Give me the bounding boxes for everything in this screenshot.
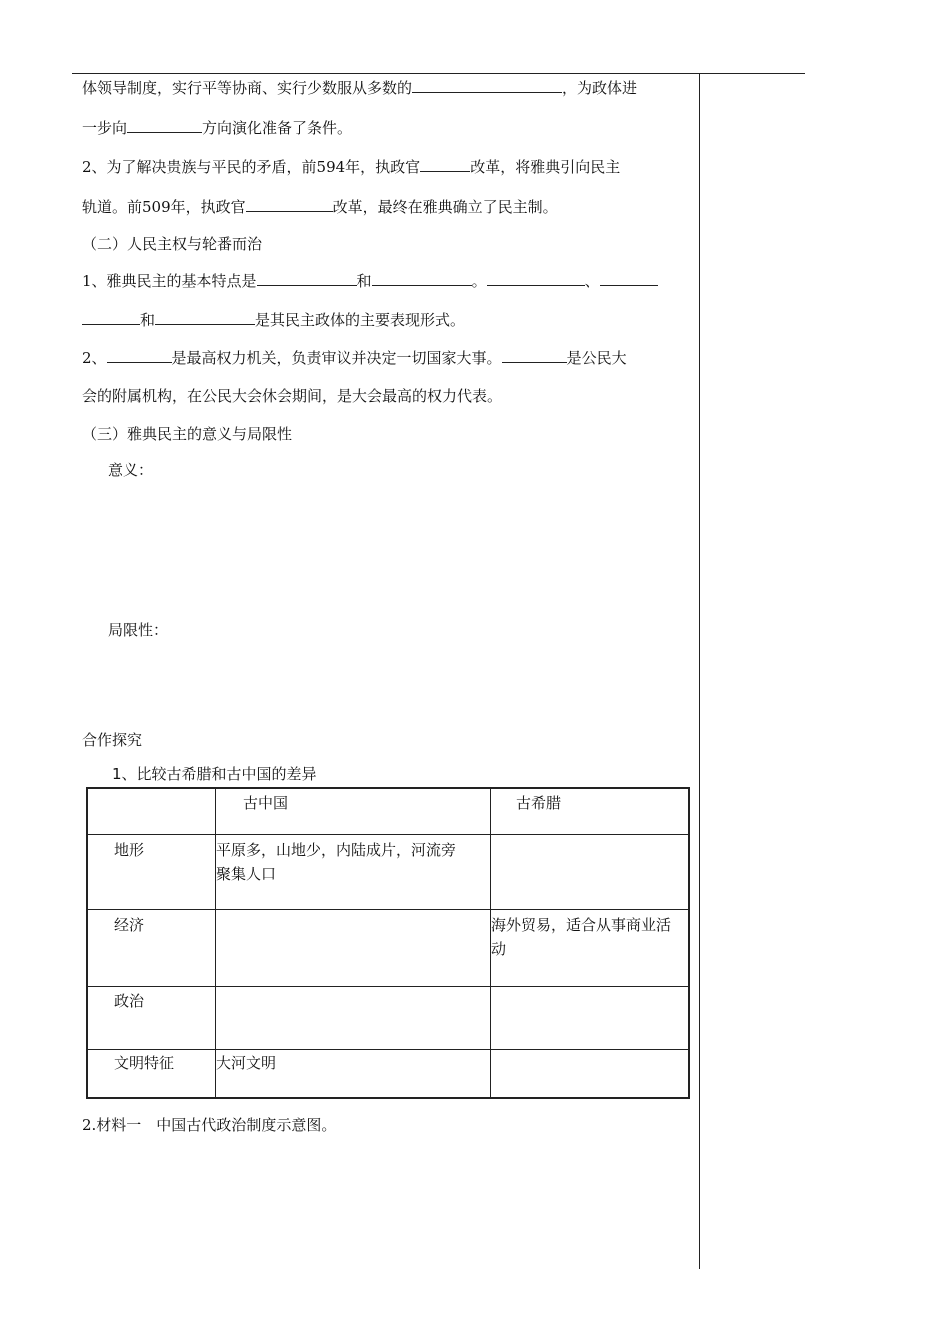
margin-rule	[699, 73, 700, 1269]
text: ，为政体进	[562, 79, 638, 97]
row-divider	[88, 1049, 688, 1050]
answer-blank[interactable]	[155, 310, 255, 325]
para2-line2	[82, 197, 694, 217]
header-china: 古中国	[243, 794, 289, 812]
para1-line1	[82, 78, 694, 98]
china-terrain-line2: 聚集人口	[216, 865, 277, 883]
answer-blank[interactable]	[487, 271, 585, 286]
compare-title: 1、比较古希腊和古中国的差异	[112, 765, 317, 783]
q2-line2: 会的附属机构，在公民大会休会期间，是大会最高的权力代表。	[82, 387, 503, 405]
greece-economy-line2: 动	[491, 940, 507, 958]
answer-blank[interactable]	[502, 348, 567, 363]
row-label-economy: 经济	[114, 916, 145, 934]
column-divider	[215, 789, 216, 1097]
limitation-label: 局限性：	[108, 621, 169, 639]
text: 是公民大	[566, 349, 627, 367]
text: 1、雅典民主的基本特点是	[82, 272, 257, 290]
answer-blank[interactable]	[412, 78, 562, 93]
answer-blank[interactable]	[107, 348, 172, 363]
para2-line1	[82, 157, 694, 177]
text: 2、为了解决贵族与平民的矛盾，前594年，执政官	[82, 158, 421, 176]
q2-line1	[82, 348, 694, 368]
answer-blank[interactable]	[600, 271, 658, 286]
text: 2、	[82, 349, 107, 367]
row-label-civilization: 文明特征	[114, 1054, 175, 1072]
text: 是其民主政体的主要表现形式。	[255, 311, 466, 329]
row-label-terrain: 地形	[114, 841, 145, 859]
text: 方向演化准备了条件。	[202, 119, 353, 137]
china-civilization: 大河文明	[216, 1054, 277, 1072]
greece-economy-line1: 海外贸易，适合从事商业活	[491, 916, 672, 934]
answer-blank[interactable]	[420, 157, 470, 172]
text: 一步向	[82, 119, 128, 137]
section3-heading: （三）雅典民主的意义与局限性	[82, 425, 293, 443]
header-rule	[72, 73, 805, 74]
answer-blank[interactable]	[127, 118, 202, 133]
row-label-politics: 政治	[114, 992, 145, 1010]
row-divider	[88, 909, 688, 910]
comparison-table	[86, 787, 690, 1099]
answer-blank[interactable]	[82, 310, 140, 325]
cooperation-heading: 合作探究	[82, 731, 143, 749]
row-divider	[88, 986, 688, 987]
text: 改革，将雅典引向民主	[470, 158, 621, 176]
text: 和	[356, 272, 372, 290]
text: 体领导制度，实行平等协商、实行少数服从多数的	[82, 79, 413, 97]
answer-blank[interactable]	[372, 271, 472, 286]
answer-blank[interactable]	[257, 271, 357, 286]
text: 是最高权力机关，负责审议并决定一切国家大事。	[171, 349, 502, 367]
text: 和	[140, 311, 156, 329]
china-terrain-line1: 平原多，山地少，内陆成片，河流旁	[216, 841, 457, 859]
answer-blank[interactable]	[246, 197, 333, 212]
row-divider	[88, 834, 688, 835]
text: 、	[584, 272, 600, 290]
text: 改革，最终在雅典确立了民主制。	[332, 198, 558, 216]
para1-line2	[82, 118, 694, 138]
material-caption: 2.材料一 中国古代政治制度示意图。	[82, 1116, 337, 1134]
section2-heading: （二）人民主权与轮番而治	[82, 235, 263, 253]
text: 轨道。前509年，执政官	[82, 198, 246, 216]
text: 。	[471, 272, 487, 290]
header-greece: 古希腊	[516, 794, 562, 812]
significance-label: 意义：	[108, 461, 154, 479]
q1-line2	[82, 310, 694, 330]
q1-line1	[82, 271, 694, 291]
